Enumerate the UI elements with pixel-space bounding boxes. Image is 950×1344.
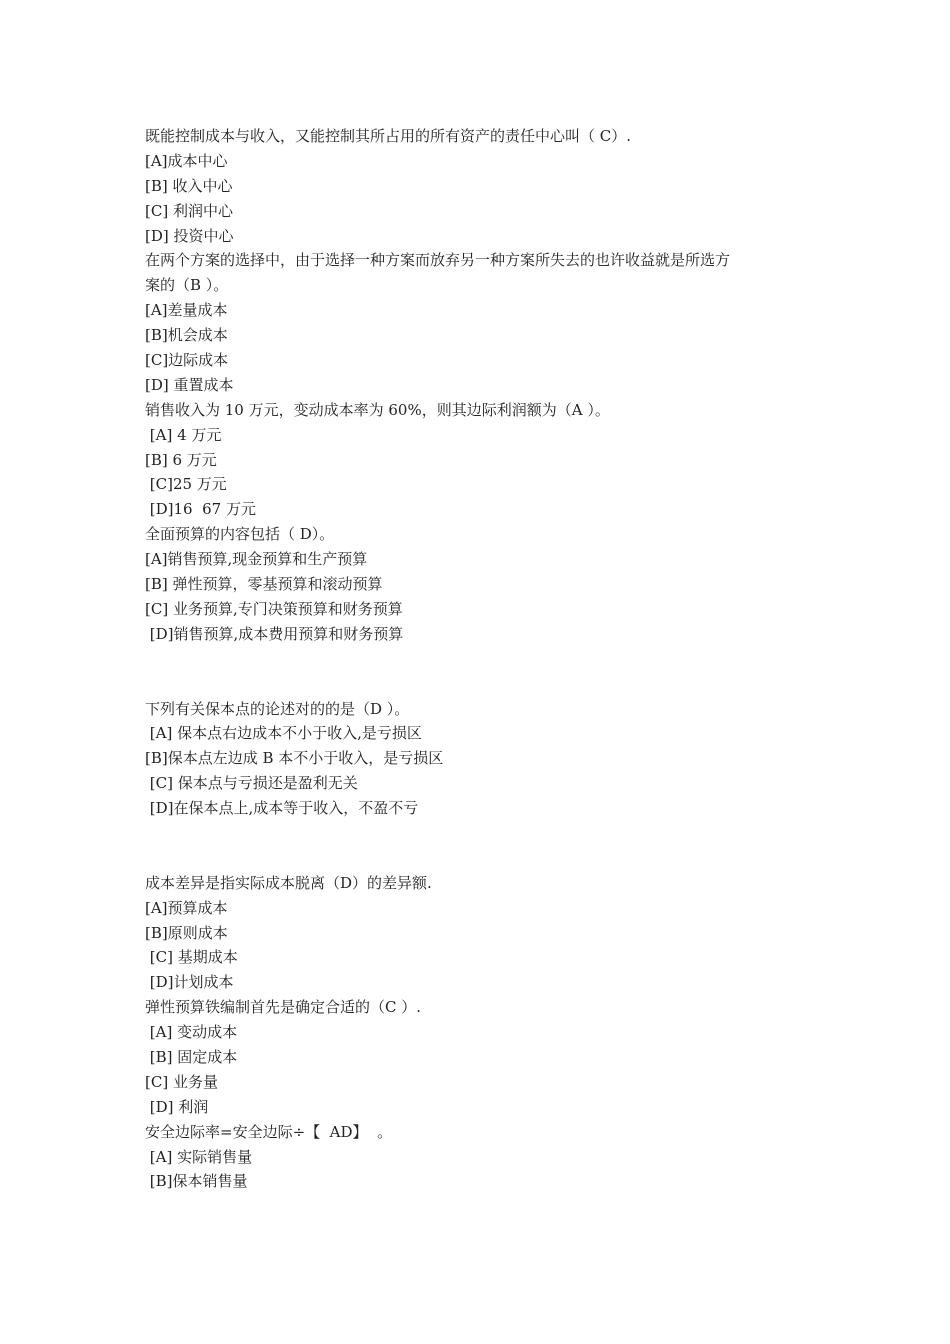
option-d: [D] 投资中心 xyxy=(145,226,234,245)
question-stem: 既能控制成本与收入，又能控制其所占用的所有资产的责任中心叫（ C）. xyxy=(145,127,632,145)
question-stem: 在两个方案的选择中，由于选择一种方案而放弃另一种方案所失去的也许收益就是所选方 xyxy=(145,251,731,270)
option-a: [A]预算成本 xyxy=(145,898,228,917)
question-stem: 下列有关保本点的论述对的的是（D ）。 xyxy=(145,699,410,718)
option-d: [D]计划成本 xyxy=(145,973,234,992)
option-a: [A] 变动成本 xyxy=(145,1023,238,1042)
question-stem: 弹性预算铁编制首先是确定合适的（C ）. xyxy=(145,998,422,1017)
option-d: [D] 利润 xyxy=(145,1097,209,1116)
option-c: [C] 保本点与亏损还是盈利无关 xyxy=(145,774,358,793)
question-stem: 销售收入为 10 万元，变动成本率为 60%，则其边际利润额为（A ）。 xyxy=(145,400,610,419)
option-a: [A] 保本点右边成本不小于收入,是亏损区 xyxy=(145,724,422,743)
option-a: [A]差量成本 xyxy=(145,301,228,320)
question-stem-continued: 案的（B ）。 xyxy=(145,276,229,295)
option-a: [A]成本中心 xyxy=(145,151,228,170)
option-b: [B]原则成本 xyxy=(145,923,228,942)
option-c: [C] 业务量 xyxy=(145,1072,218,1091)
option-b: [B]机会成本 xyxy=(145,326,228,345)
question-stem: 成本差异是指实际成本脱离（D）的差异额. xyxy=(145,873,432,892)
option-c: [C] 基期成本 xyxy=(145,948,238,967)
option-a: [A]销售预算,现金预算和生产预算 xyxy=(145,550,368,569)
option-d: [D]在保本点上,成本等于收入，不盈不亏 xyxy=(145,799,419,818)
option-c: [C]25 万元 xyxy=(145,475,227,494)
option-d: [D]销售预算,成本费用预算和财务预算 xyxy=(145,624,404,643)
option-a: [A] 实际销售量 xyxy=(145,1147,253,1166)
option-a: [A] 4 万元 xyxy=(145,425,222,444)
option-b: [B] 6 万元 xyxy=(145,450,217,469)
option-b: [B] 收入中心 xyxy=(145,176,233,195)
option-b: [B] 弹性预算，零基预算和滚动预算 xyxy=(145,575,383,594)
question-stem: 安全边际率=安全边际÷【 AD】 。 xyxy=(145,1122,393,1141)
option-c: [C]边际成本 xyxy=(145,351,229,370)
option-d: [D] 重置成本 xyxy=(145,375,234,394)
question-stem: 全面预算的内容包括（ D）。 xyxy=(145,525,335,544)
blank-space xyxy=(145,821,815,871)
question-list xyxy=(145,124,815,1194)
option-c: [C] 利润中心 xyxy=(145,201,233,220)
option-b: [B] 固定成本 xyxy=(145,1047,238,1066)
option-b: [B]保本点左边成 B 本不小于收入，是亏损区 xyxy=(145,749,444,768)
option-c: [C] 业务预算,专门决策预算和财务预算 xyxy=(145,599,403,618)
option-d: [D]16 67 万元 xyxy=(145,500,256,519)
blank-space xyxy=(145,647,815,697)
option-b: [B]保本销售量 xyxy=(145,1172,248,1191)
